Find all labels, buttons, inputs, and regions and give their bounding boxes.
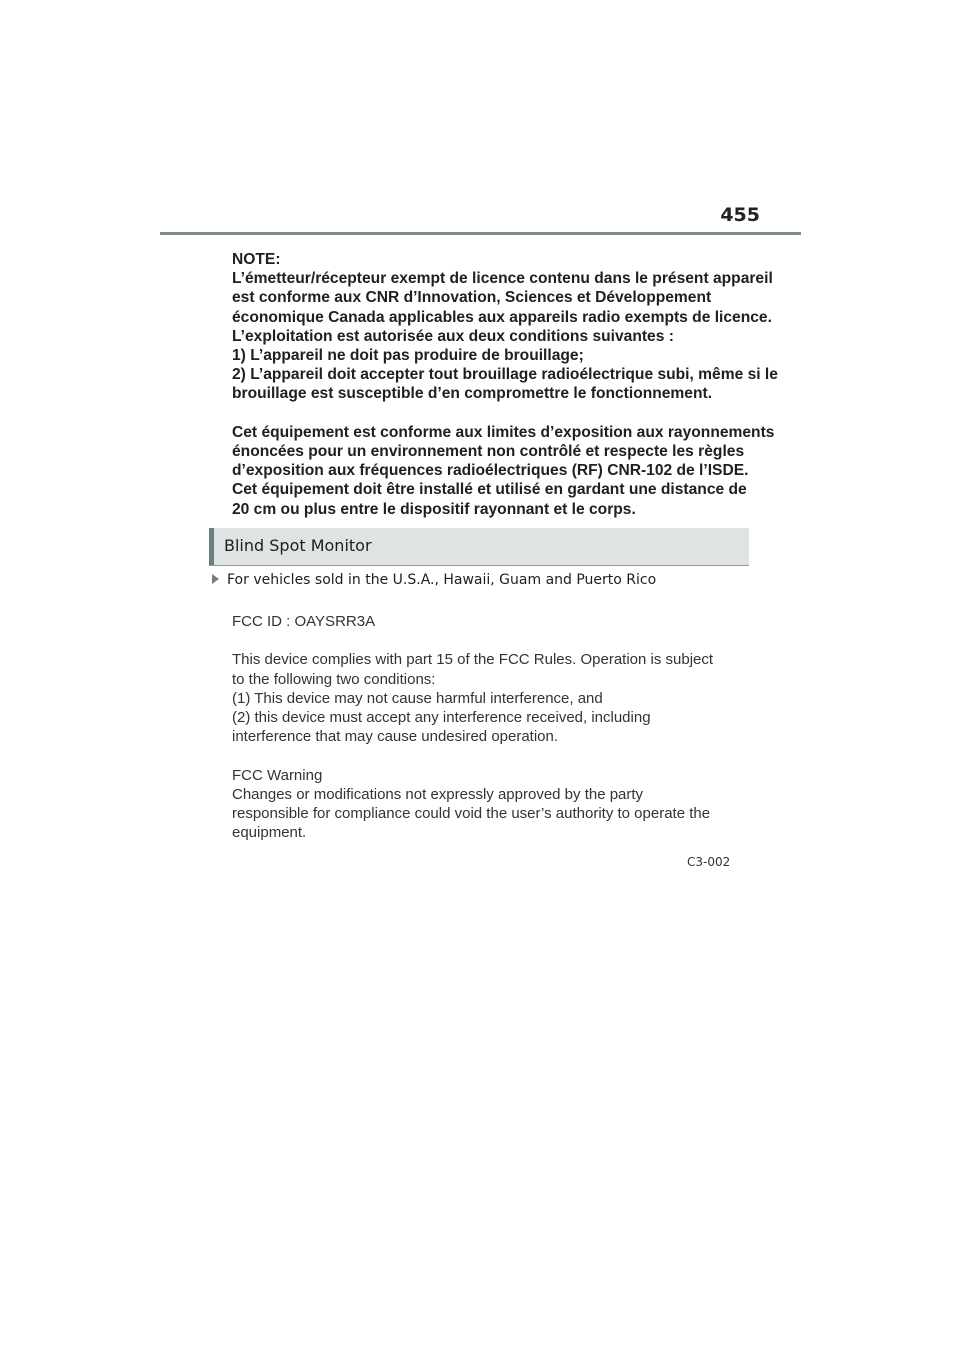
en-line: equipment. <box>232 824 307 842</box>
paragraph-gap <box>232 746 752 765</box>
paragraph-gap <box>232 631 752 650</box>
fr-line: Cet équipement est conforme aux limites d’exposition aux rayonnements <box>232 423 775 441</box>
fr-line: Cet équipement doit être installé et utilisé en gardant une distance de <box>232 481 747 499</box>
en-line: (1) This device may not cause harmful interference, and <box>232 689 603 707</box>
fr-line: L’exploitation est autorisée aux deux conditions suivantes : <box>232 327 674 345</box>
en-line: (2) this device must accept any interference received, including <box>232 709 651 726</box>
en-line: FCC Warning <box>232 766 323 784</box>
french-label-notice <box>232 250 778 519</box>
fr-line: brouillage est susceptible d’en compromettre le fonctionnement. <box>232 385 713 403</box>
fr-line: d’exposition aux fréquences radioélectriques (RF) CNR-102 de l’ISDE. <box>232 462 749 480</box>
en-line: to the following two conditions: <box>232 670 436 688</box>
en-line: responsible for compliance could void the user’s authority to operate the <box>232 805 711 822</box>
header-rule <box>160 232 801 235</box>
fr-line: 2) L’appareil doit accepter tout brouillage radioélectrique subi, même si le <box>232 366 778 384</box>
fcc-label-notice <box>232 612 752 842</box>
fr-line: est conforme aux CNR d’Innovation, Sciences et Développement <box>232 289 712 307</box>
bullet-arrow-icon <box>212 574 219 584</box>
fr-line: 20 cm ou plus entre le dispositif rayonnant et le corps. <box>232 500 636 518</box>
vehicle-note <box>212 572 656 588</box>
fr-line: énoncées pour un environnement non contrôlé et respecte les règles <box>232 443 745 461</box>
paragraph-gap <box>232 404 752 423</box>
vehicle-note-text: For vehicles sold in the U.S.A., Hawaii, Guam and Puerto Rico <box>227 572 657 588</box>
en-line: FCC ID : OAYSRR3A <box>232 613 376 630</box>
figure-code: C3-002 <box>687 855 731 869</box>
section-accent-bar <box>209 528 214 565</box>
fr-line: NOTE: <box>232 251 281 268</box>
fr-line: L’émetteur/récepteur exempt de licence contenu dans le présent appareil <box>232 270 773 288</box>
fr-line: économique Canada applicables aux appareils radio exempts de licence. <box>232 308 772 326</box>
section-heading <box>209 528 749 566</box>
section-title: Blind Spot Monitor <box>224 536 372 555</box>
en-line: interference that may cause undesired operation. <box>232 728 559 746</box>
en-line: This device complies with part 15 of the FCC Rules. Operation is subject <box>232 651 714 669</box>
fr-line: 1) L’appareil ne doit pas produire de brouillage; <box>232 347 584 365</box>
page-number: 455 <box>720 204 760 226</box>
en-line: Changes or modifications not expressly approved by the party <box>232 785 644 803</box>
